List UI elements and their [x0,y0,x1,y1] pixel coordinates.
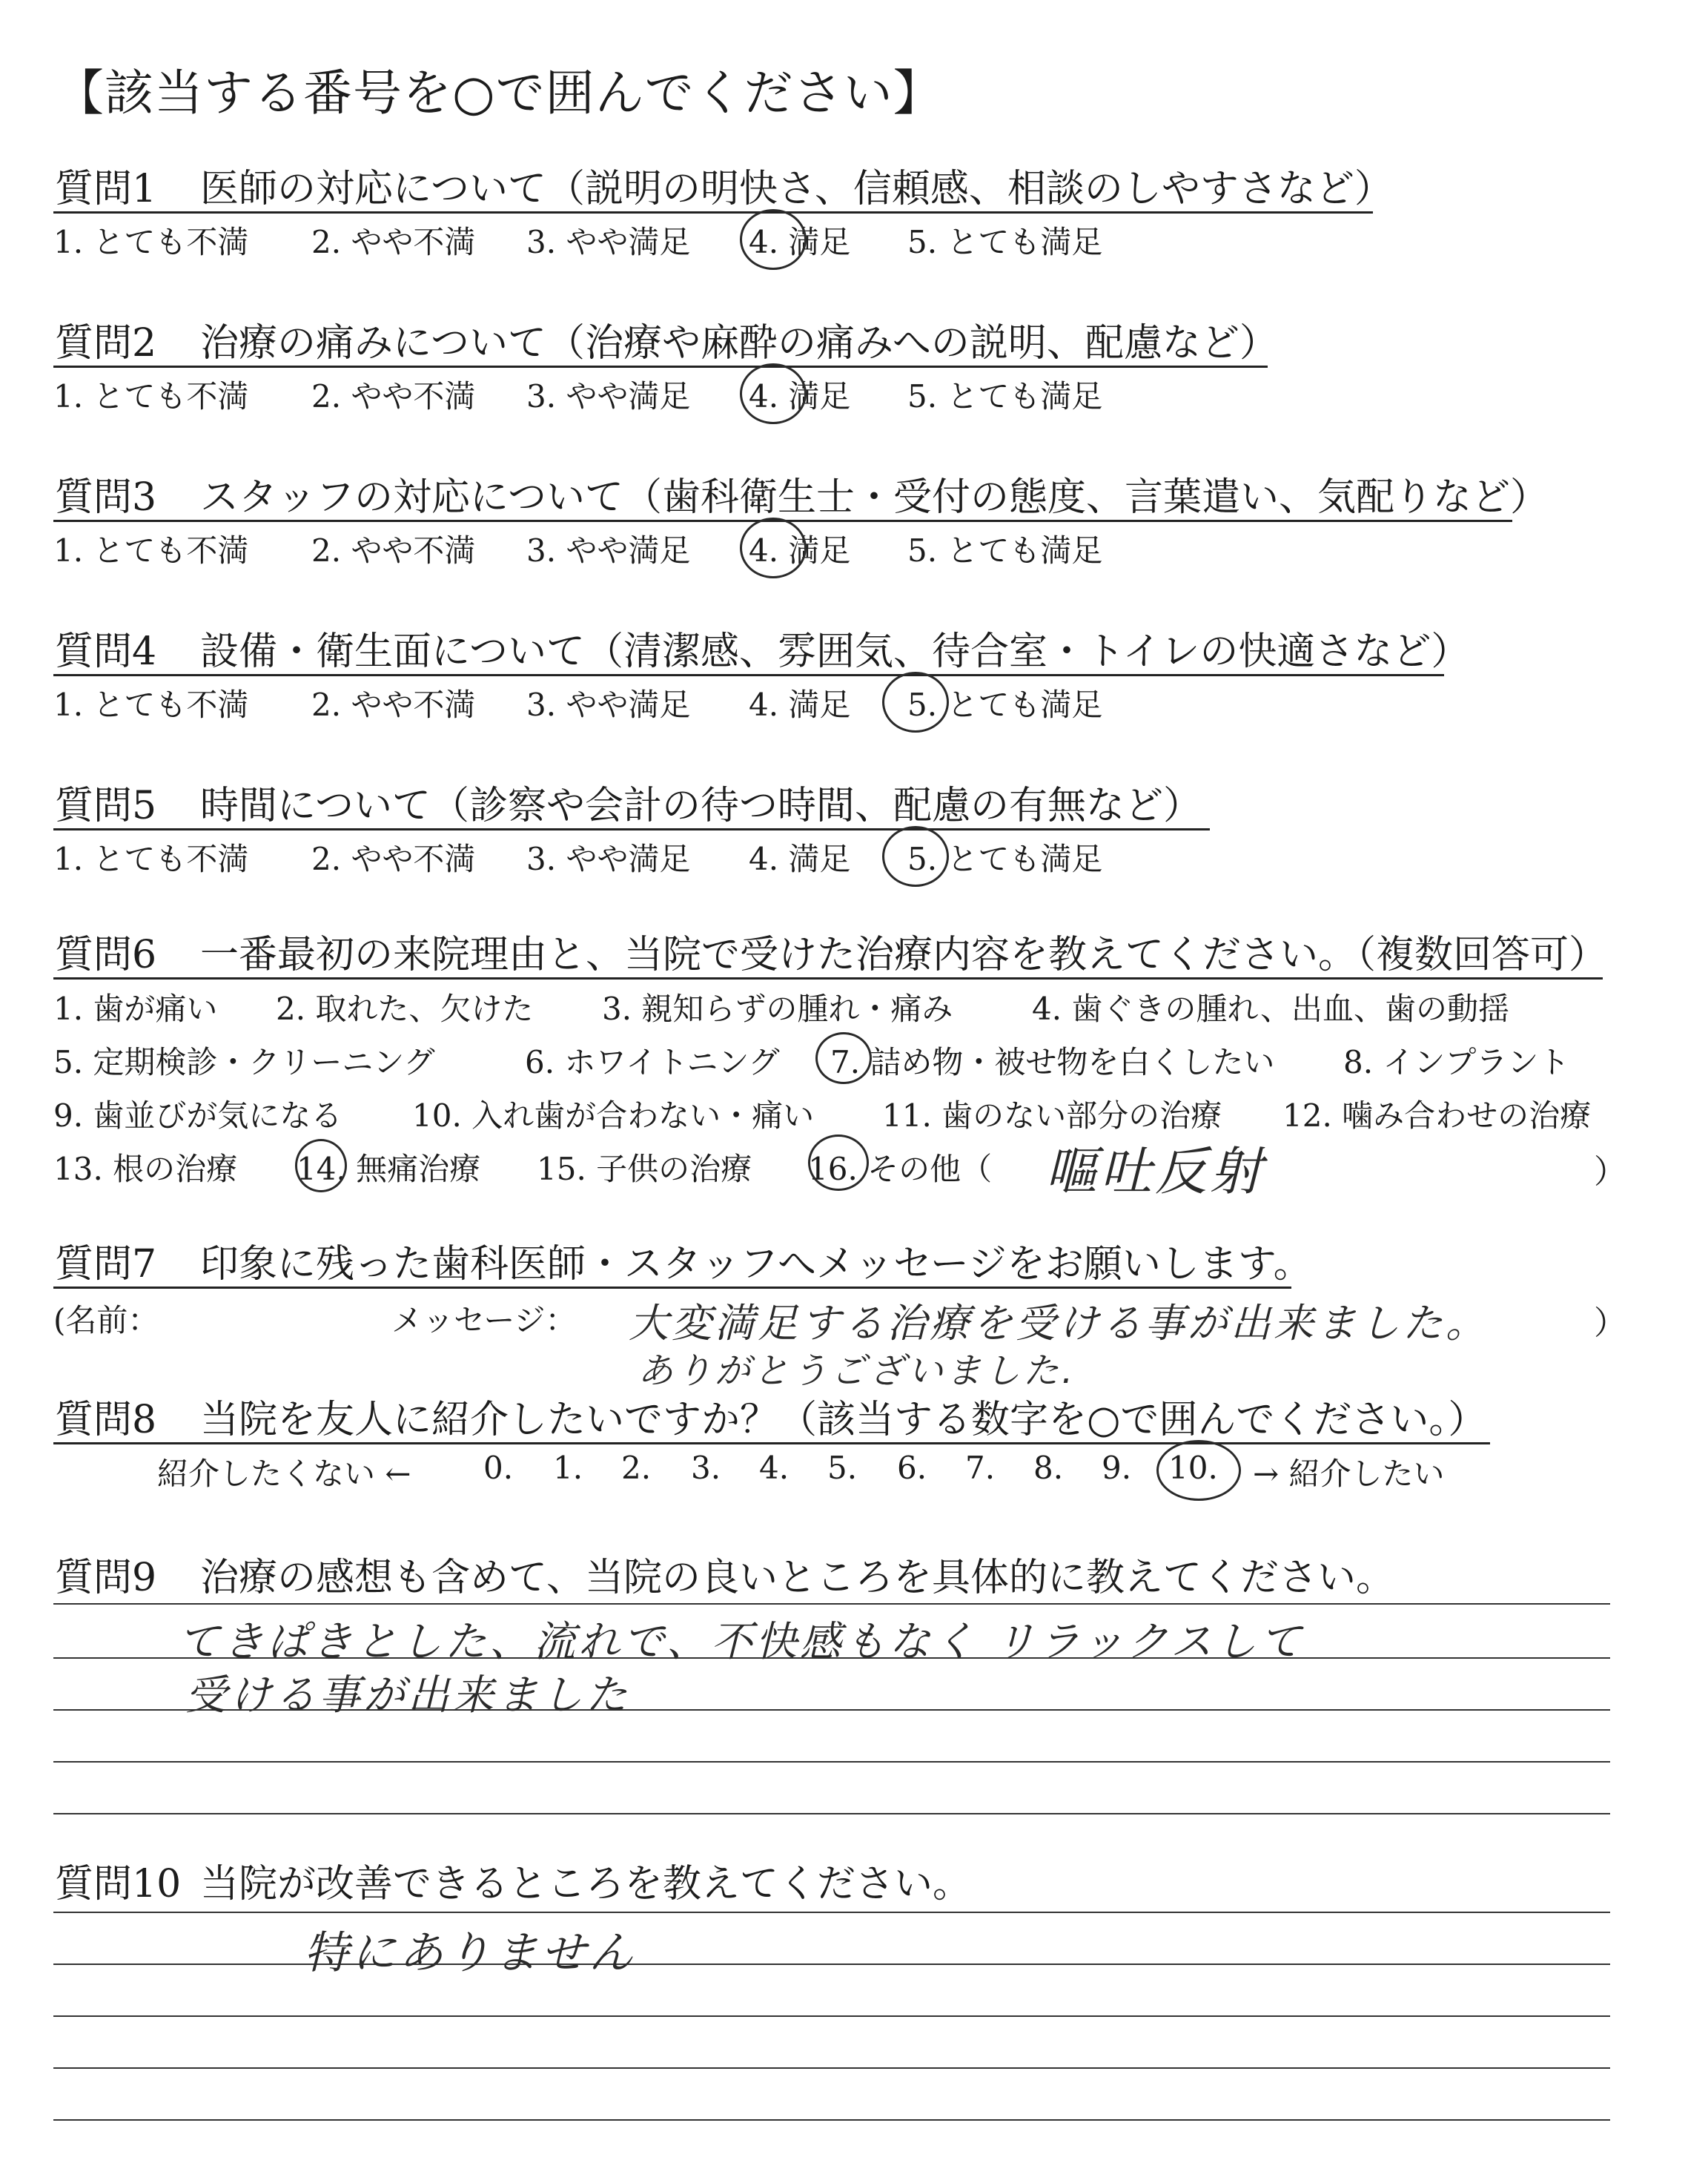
q7-message-line2: ありがとうございました. [638,1350,1076,1392]
q8-scale-option[interactable]: 10. [1168,1450,1218,1486]
q7-label: 質問7 [55,1242,157,1287]
q6-option[interactable]: 6. ホワイトニング [525,1044,780,1080]
q9-ruled-line [53,1813,1610,1814]
q6-text: 一番最初の来院理由と、当院で受けた治療内容を教えてください。（複数回答可） [200,933,1608,977]
q9-answer-line2: 受ける事が出来ました [185,1671,630,1720]
q8-label: 質問8 [55,1398,157,1442]
q6-option[interactable]: 14. 無痛治療 [297,1151,481,1187]
q7-message-line1: 大変満足する治療を受ける事が出来ました。 [629,1300,1489,1347]
q8-scale-option[interactable]: 4. [759,1450,790,1486]
q4-option[interactable]: 3. やや満足 [526,687,691,723]
q6-option[interactable]: 12. 噛み合わせの治療 [1282,1097,1592,1134]
q5-option[interactable]: 4. 満足 [749,841,851,877]
q3-label: 質問3 [55,475,157,520]
q6-option[interactable]: 10. 入れ歯が合わない・痛い [412,1097,815,1134]
q1-selection-circle [740,209,807,270]
q6-option[interactable]: 11. 歯のない部分の治療 [882,1097,1222,1134]
q8-text: 当院を友人に紹介したいですか？（該当する数字を○で囲んでください。） [200,1398,1487,1442]
q1-option[interactable]: 5. とても満足 [907,224,1103,260]
q10-ruled-line [53,2067,1610,2069]
q9-answer-line1: てきぱきとした、流れで、不快感もなく リラックスして [178,1618,1305,1666]
q1-option[interactable]: 1. とても不満 [53,224,249,260]
q2-option[interactable]: 1. とても不満 [53,378,249,415]
q4-option[interactable]: 1. とても不満 [53,687,249,723]
q10-answer: 特にありません [304,1927,636,1979]
q10-label: 質問10 [55,1862,182,1906]
q6-option[interactable]: 9. 歯並びが気になる [53,1097,342,1134]
q2-option[interactable]: 4. 満足 [749,378,851,415]
q8-scale-option[interactable]: 6. [897,1450,927,1486]
q8-right-label: → 紹介したい [1253,1456,1445,1492]
q5-selection-circle [882,826,949,887]
q1-option[interactable]: 4. 満足 [749,224,851,260]
q2-text: 治療の痛みについて（治療や麻酔の痛みへの説明、配慮など） [200,321,1278,366]
q3-option[interactable]: 4. 満足 [749,532,851,569]
q7-name-label: (名前： [53,1302,159,1338]
q6-option[interactable]: 7. 詰め物・被せ物を白くしたい [830,1044,1275,1080]
q8-scale-option[interactable]: 5. [827,1450,858,1486]
q2-underline [53,366,1268,368]
q6-option[interactable]: 1. 歯が痛い [53,991,218,1027]
q4-option[interactable]: 2. やや不満 [311,687,476,723]
q1-option[interactable]: 2. やや不満 [311,224,476,260]
q9-text: 治療の感想も含めて、当院の良いところを具体的に教えてください。 [200,1556,1394,1600]
q5-option[interactable]: 1. とても不満 [53,841,249,877]
q1-label: 質問1 [55,167,157,211]
q7-message-label: メッセージ： [391,1302,577,1338]
q8-scale-option[interactable]: 3. [691,1450,721,1486]
q6-close-paren: ） [1594,1153,1626,1191]
q3-selection-circle [740,518,807,578]
q8-scale-option[interactable]: 7. [965,1450,996,1486]
q2-option[interactable]: 2. やや不満 [311,378,476,415]
q8-scale-option[interactable]: 8. [1033,1450,1064,1486]
q5-option[interactable]: 3. やや満足 [526,841,691,877]
q8-scale-option[interactable]: 0. [483,1450,514,1486]
q7-text: 印象に残った歯科医師・スタッフへメッセージをお願いします。 [200,1242,1312,1287]
q6-option[interactable]: 5. 定期検診・クリーニング [53,1044,435,1080]
q5-label: 質問5 [55,784,157,828]
q2-selection-circle [740,363,807,424]
q10-ruled-line [53,2119,1610,2121]
q5-text: 時間について（診察や会計の待つ時間、配慮の有無など） [200,784,1202,828]
q1-underline [53,211,1373,214]
q3-option[interactable]: 1. とても不満 [53,532,249,569]
q4-option[interactable]: 4. 満足 [749,687,851,723]
q8-underline [53,1442,1490,1444]
q2-option[interactable]: 3. やや満足 [526,378,691,415]
q6-other-handwritten: 嘔吐反射 [1045,1141,1265,1202]
q4-label: 質問4 [55,630,157,674]
selection-circle-16 [808,1135,869,1191]
q7-close-paren: ） [1594,1304,1626,1342]
form-title: 【該当する番号を○で囲んでください】 [55,65,943,122]
q4-selection-circle [882,672,949,733]
q3-option[interactable]: 5. とても満足 [907,532,1103,569]
q6-option[interactable]: 16. その他（ [808,1151,993,1187]
q8-left-label: 紹介したくない ← [157,1456,411,1492]
q10-text: 当院が改善できるところを教えてください。 [200,1862,972,1906]
q1-option[interactable]: 3. やや満足 [526,224,691,260]
q6-option[interactable]: 13. 根の治療 [53,1151,238,1187]
q5-option[interactable]: 5. とても満足 [907,841,1103,877]
q6-underline [53,977,1603,980]
q8-scale-option[interactable]: 2. [621,1450,652,1486]
q8-scale-option[interactable]: 9. [1102,1450,1132,1486]
q3-option[interactable]: 2. やや不満 [311,532,476,569]
selection-circle-10 [1156,1440,1241,1501]
selection-circle-14 [295,1139,347,1192]
q6-option[interactable]: 3. 親知らずの腫れ・痛み [602,991,953,1027]
q5-underline [53,828,1210,830]
q8-scale-option[interactable]: 1. [553,1450,583,1486]
selection-circle-7 [815,1032,872,1084]
q6-option[interactable]: 8. インプラント [1343,1044,1570,1080]
q10-ruled-line [53,1912,1610,1913]
q3-option[interactable]: 3. やや満足 [526,532,691,569]
q10-ruled-line [53,2015,1610,2017]
q4-underline [53,674,1444,676]
q4-option[interactable]: 5. とても満足 [907,687,1103,723]
q6-label: 質問6 [55,933,157,977]
q1-text: 医師の対応について（説明の明快さ、信頼感、相談のしやすさなど） [200,167,1393,211]
q2-label: 質問2 [55,321,157,366]
q9-ruled-line [53,1761,1610,1763]
q9-label: 質問9 [55,1556,157,1600]
q6-option[interactable]: 2. 取れた、欠けた [276,991,534,1027]
q6-option[interactable]: 15. 子供の治療 [537,1151,752,1187]
q10-ruled-line [53,1964,1610,1965]
q6-option[interactable]: 4. 歯ぐきの腫れ、出血、歯の動揺 [1032,991,1509,1027]
q5-option[interactable]: 2. やや不満 [311,841,476,877]
q9-ruled-line [53,1603,1610,1605]
q2-option[interactable]: 5. とても満足 [907,378,1103,415]
q7-underline [53,1287,1291,1289]
q3-text: スタッフの対応について（歯科衛生士・受付の態度、言葉遣い、気配りなど） [200,475,1549,520]
q4-text: 設備・衛生面について（清潔感、雰囲気、待合室・トイレの快適さなど） [200,630,1470,674]
